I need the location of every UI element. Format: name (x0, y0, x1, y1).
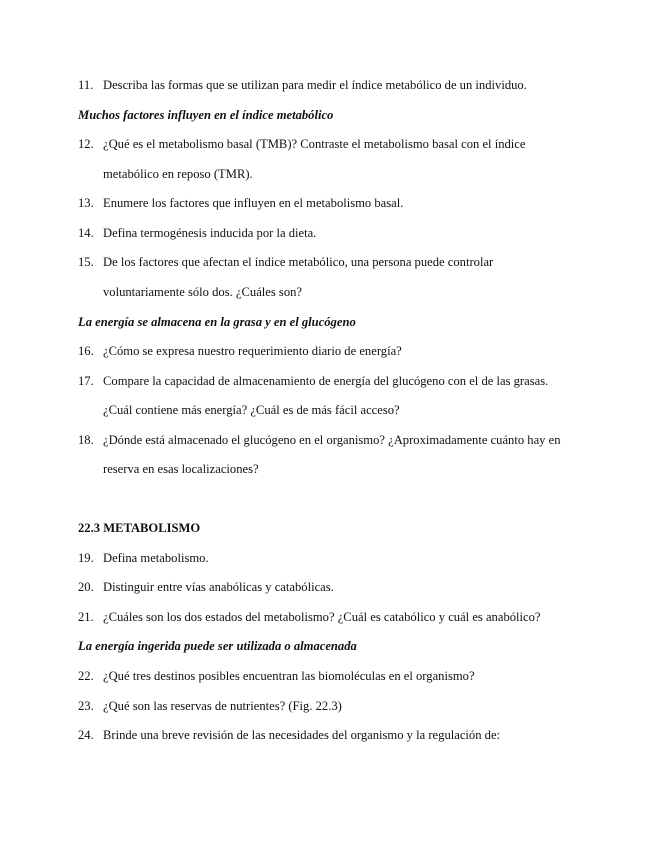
question-number: 21. (78, 610, 94, 624)
question-number: 18. (78, 433, 94, 447)
question-text: Brinde una breve revisión de las necesidades del organismo y la regulación de: (103, 728, 501, 742)
question-12-continuation: metabólico en reposo (TMR). (103, 167, 253, 181)
question-text: ¿Qué tres destinos posibles encuentran las biomoléculas en el organismo? (103, 669, 475, 683)
question-18-continuation: reserva en esas localizaciones? (103, 462, 259, 476)
question-text: De los factores que afectan el índice metabólico, una persona puede controlar (103, 255, 494, 269)
subheading-factores: Muchos factores influyen en el índice metabólico (78, 108, 334, 122)
question-number: 23. (78, 699, 94, 713)
question-17-continuation: ¿Cuál contiene más energía? ¿Cuál es de más fácil acceso? (103, 403, 400, 417)
question-21 (78, 609, 615, 625)
question-number: 15. (78, 255, 94, 269)
question-number: 16. (78, 344, 94, 358)
question-16 (78, 343, 615, 359)
section-title-22-3: 22.3 METABOLISMO (78, 521, 201, 535)
question-text: Distinguir entre vías anabólicas y catabólicas. (103, 580, 334, 594)
question-number: 11. (78, 78, 94, 92)
question-22 (78, 668, 615, 684)
question-15-continuation: voluntariamente sólo dos. ¿Cuáles son? (103, 285, 303, 299)
question-14 (78, 225, 615, 241)
question-text: ¿Cómo se expresa nuestro requerimiento diario de energía? (103, 344, 402, 358)
question-text: Defina metabolismo. (103, 551, 209, 565)
subheading-energia-almacena: La energía se almacena en la grasa y en el glucógeno (78, 315, 356, 329)
question-text: Describa las formas que se utilizan para medir el índice metabólico de un individuo. (103, 78, 527, 92)
question-number: 13. (78, 196, 94, 210)
question-text: Enumere los factores que influyen en el metabolismo basal. (103, 196, 404, 210)
question-number: 17. (78, 374, 94, 388)
question-23 (78, 698, 615, 714)
question-text: Compare la capacidad de almacenamiento de energía del glucógeno con el de las grasas. (103, 374, 549, 388)
question-12 (78, 136, 615, 152)
question-11 (78, 77, 615, 93)
question-number: 12. (78, 137, 94, 151)
subheading-energia-ingerida: La energía ingerida puede ser utilizada o almacenada (78, 639, 357, 653)
question-19 (78, 550, 615, 566)
question-text: ¿Qué es el metabolismo basal (TMB)? Contraste el metabolismo basal con el índice (103, 137, 526, 151)
question-text: ¿Qué son las reservas de nutrientes? (Fig. 22.3) (103, 699, 342, 713)
question-18 (78, 432, 615, 448)
question-17 (78, 373, 615, 389)
question-number: 22. (78, 669, 94, 683)
question-text: Defina termogénesis inducida por la dieta. (103, 226, 317, 240)
question-20 (78, 579, 615, 595)
question-number: 24. (78, 728, 94, 742)
question-number: 19. (78, 551, 94, 565)
question-13 (78, 195, 615, 211)
question-text: ¿Cuáles son los dos estados del metabolismo? ¿Cuál es catabólico y cuál es anabólico? (103, 610, 541, 624)
question-15 (78, 254, 615, 270)
question-number: 20. (78, 580, 94, 594)
question-number: 14. (78, 226, 94, 240)
question-24 (78, 727, 615, 743)
question-text: ¿Dónde está almacenado el glucógeno en el organismo? ¿Aproximadamente cuánto hay en (103, 433, 561, 447)
